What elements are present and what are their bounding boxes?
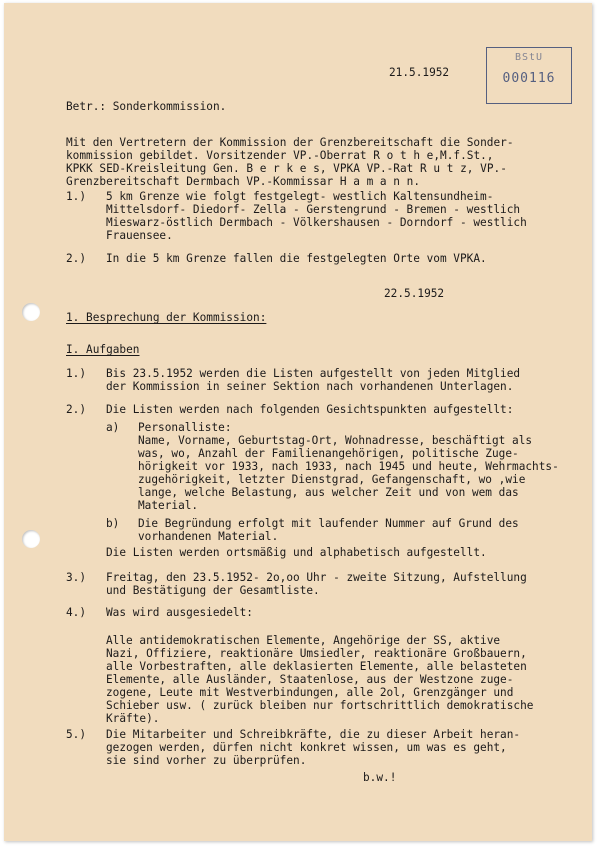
task2-a-line-5: zugehörigkeit, letzter Dienstgrad, Gefangenschaft, wo ,wie — [138, 473, 526, 486]
task5-line-3: sie sind vorher zu überprüfen. — [106, 754, 307, 767]
item2-text: In die 5 km Grenze fallen die festgelegten Orte vom VPKA. — [106, 252, 487, 265]
name-rutz-tail: , VP.- — [466, 162, 507, 175]
task4-text: Was wird ausgesiedelt: — [106, 606, 253, 619]
stamp-number: 000116 — [502, 71, 556, 86]
task2-a-label: a) — [106, 421, 120, 434]
name-hamann: H a m a n n. — [339, 175, 421, 188]
intro-line-3 — [66, 162, 507, 175]
task1-number: 1.) — [66, 367, 87, 380]
item1-line-2: Mittelsdorf- Diedorf- Zella - Gerstengrund - Bremen - westlich — [106, 203, 521, 216]
name-rothe-tail: ,M.f.St., — [433, 149, 494, 162]
continued-marker: b.w.! — [363, 771, 397, 784]
task4-line-5: zogene, Leute mit Westverbindungen, alle 2ol, Grenzgänger und — [106, 686, 514, 699]
stamp-label: BStU — [514, 52, 544, 63]
name-berkes: B e r k e s — [246, 162, 320, 175]
name-rothe: R o t h e — [373, 149, 434, 162]
intro-line-4 — [66, 175, 420, 188]
task5-number: 5.) — [66, 728, 87, 741]
intro-text-4: Grenzbereitschaft Dermbach VP.-Kommissar — [66, 175, 334, 188]
task4-line-4: Elemente, alle Ausländer, Staatenlose, aus der Westzone zuge- — [106, 673, 514, 686]
document-date: 21.5.1952 — [389, 66, 450, 79]
task1-line-2: der Kommission in seiner Sektion nach vorhandenen Unterlagen. — [106, 380, 514, 393]
intro-line-1: Mit den Vertretern der Kommission der Grenzbereitschaft die Sonder- — [66, 136, 514, 149]
task2-a-line-3: was, wo, Anzahl der Familienangehörigen, politische Zuge- — [138, 447, 519, 460]
intro-line-2 — [66, 149, 494, 162]
intro-text-2: kommission gebildet. Vorsitzender VP.-Oberrat — [66, 149, 367, 162]
intro-text-3: KPKK SED-Kreisleitung Gen. — [66, 162, 240, 175]
task4-line-2: Nazi, Offiziere, reaktionäre Umsiedler, reaktionäre Großbauern, — [106, 647, 527, 660]
task2-a-line-7: Material. — [138, 499, 199, 512]
item1-line-4: Frauensee. — [106, 229, 173, 242]
task2-a-line-4: hörigkeit vor 1933, nach 1933, nach 1945 und heute, Wehrmachts- — [138, 460, 559, 473]
task1-line-1: Bis 23.5.1952 werden die Listen aufgestellt von jeden Mitglied — [106, 367, 521, 380]
item2-number: 2.) — [66, 252, 87, 265]
task2-b-line-2: vorhandenen Material. — [138, 530, 279, 543]
task4-line-3: alle Vorbestraften, alle deklasierten Elemente, alle belasteten — [106, 660, 527, 673]
task2-number: 2.) — [66, 403, 87, 416]
task3-line-2: und Bestätigung der Gesamtliste. — [106, 584, 320, 597]
document-page — [4, 3, 592, 841]
task5-line-2: gezogen werden, dürfen nicht konkret wissen, um was es geht, — [106, 741, 507, 754]
task4-line-6: Schieber usw. ( zurück bleiben nur fortschrittlich demokratische — [106, 699, 534, 712]
task2-a-line-2: Name, Vorname, Geburtstag-Ort, Wohnadresse, beschäftigt als — [138, 434, 533, 447]
item1-number: 1.) — [66, 190, 87, 203]
task2-a-line-1: Personalliste: — [138, 421, 232, 434]
section-heading-aufgaben: I. Aufgaben — [66, 343, 140, 356]
punch-hole-bottom — [22, 530, 40, 548]
punch-hole-top — [22, 303, 40, 321]
task4-line-1: Alle antidemokratischen Elemente, Angehörige der SS, aktive — [106, 634, 501, 647]
task3-line-1: Freitag, den 23.5.1952- 2o,oo Uhr - zweite Sitzung, Aufstellung — [106, 571, 527, 584]
task2-b-line-1: Die Begründung erfolgt mit laufender Nummer auf Grund des — [138, 517, 519, 530]
task4-number: 4.) — [66, 606, 87, 619]
task5-line-1: Die Mitarbeiter und Schreibkräfte, die zu dieser Arbeit heran- — [106, 728, 521, 741]
item1-line-1: 5 km Grenze wie folgt festgelegt- westlich Kaltensundheim- — [106, 190, 494, 203]
task2-a-line-6: lange, welche Belastung, aus welcher Zeit und von wem das — [138, 486, 519, 499]
archive-stamp — [486, 47, 572, 104]
task2-b-label: b) — [106, 517, 120, 530]
item1-line-3: Mieswarz-östlich Dermbach - Völkershausen - Dorndorf - westlich — [106, 216, 527, 229]
task2-closing: Die Listen werden ortsmäßig und alphabetisch aufgestellt. — [106, 546, 487, 559]
task3-number: 3.) — [66, 571, 87, 584]
task4-line-7: Kräfte). — [106, 712, 160, 725]
name-berkes-tail: , VPKA VP.-Rat — [319, 162, 414, 175]
name-rutz: R u t z — [420, 162, 467, 175]
subject-line: Betr.: Sonderkommission. — [66, 100, 227, 113]
second-date: 22.5.1952 — [384, 287, 445, 300]
section-heading-besprechung: 1. Besprechung der Kommission: — [66, 311, 267, 324]
task2-text: Die Listen werden nach folgenden Gesichtspunkten aufgestellt: — [106, 403, 514, 416]
